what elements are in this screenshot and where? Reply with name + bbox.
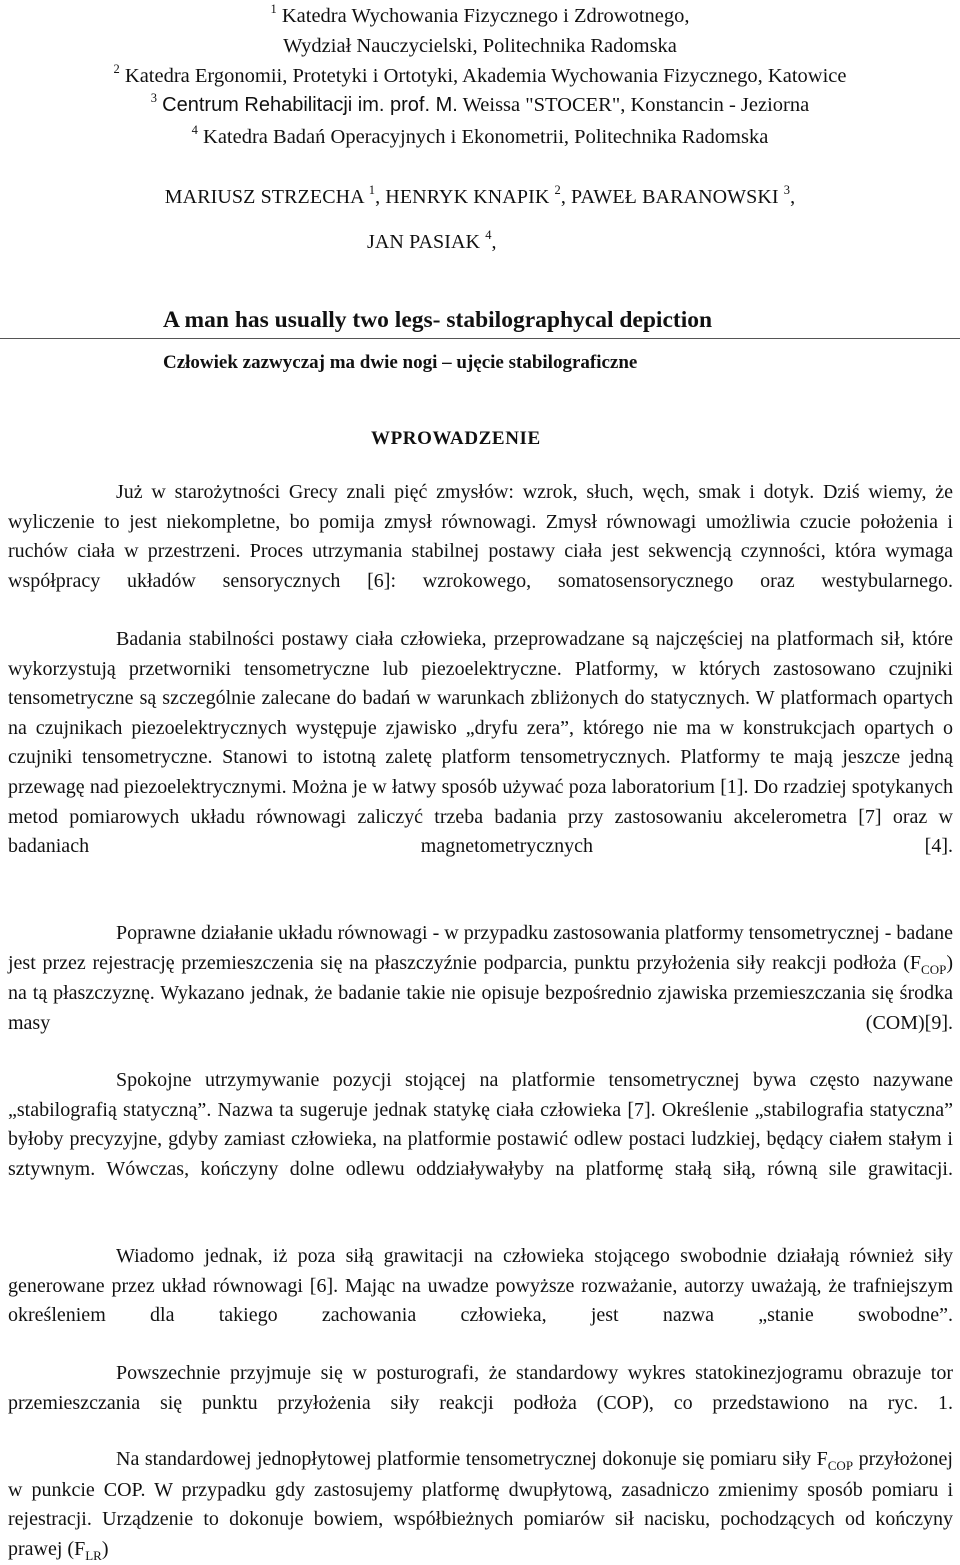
affiliation-3-sup: 3 (150, 91, 158, 105)
author-3-end: , (790, 186, 796, 208)
affiliation-4 (0, 125, 960, 151)
author-4: JAN PASIAK (367, 231, 481, 253)
paragraph-5 (8, 1242, 953, 1331)
affiliation-1-cont (0, 34, 960, 58)
section-heading: WPROWADZENIE (371, 428, 541, 449)
affiliation-3 (0, 93, 960, 119)
paragraph-1-text: Już w starożytności Grecy znali pięć zmysłów: wzrok, słuch, węch, smak i dotyk. Dziś wiemy, że wyliczenie to jest niekompletne, bo pomija zmysł równowagi. Zmysł równowagi umożliwia czucie położenia i ruchów ciała w przestrzeni. Proces utrzymania stabilnej postawy ciała jest sekwencją czynności, która wymaga współpracy układów sensorycznych [6]: wzrokowego, somatosensorycznego oraz westybularnego. (8, 481, 953, 592)
affiliation-2-sup: 2 (113, 62, 120, 76)
affiliation-1-sup: 1 (270, 2, 277, 16)
author-3: , PAWEŁ BARANOWSKI (560, 186, 779, 208)
paragraph-5-text: Wiadomo jednak, iż poza siłą grawitacji na człowieka stojącego swobodnie działają również siły generowane przez układ równowagi [6]. Mając na uwadze powyższe rozważanie, autorzy uważają, że trafniejszym określeniem dla takiego zachowania człowieka, jest nazwa „stanie swobodne”. (8, 1245, 953, 1327)
affiliation-3-text-sans: Centrum Rehabilitacji im. prof. M. (162, 94, 458, 116)
author-2-sup: 2 (554, 183, 561, 197)
paragraph-3-subscript: COP (921, 961, 947, 977)
paragraph-3-text-a: Poprawne działanie układu równowagi - w przypadku zastosowania platformy tensometrycznej - badane jest przez rejestrację przemieszczenia się na płaszczyźnie podparcia, punktu przyłożenia siły reakcji podłoża (F (8, 922, 953, 974)
affiliation-4-sup: 4 (191, 123, 198, 137)
paragraph-2 (8, 625, 953, 862)
paragraph-4-text: Spokojne utrzymywanie pozycji stojącej na platformie tensometrycznej bywa często nazywane „stabilografią statyczną”. Nazwa ta sugeruje jednak statykę ciała człowieka [7]. Określenie „stabilografia statyczna” byłoby precyzyjne, gdyby zamiast człowieka, na platformie postawić odlew postaci ludzkiej, będący ciałem stałym i sztywnym. Wówczas, kończyny dolne odlewu oddziaływałyby na platformę stałą siłą, równą sile grawitacji. (8, 1069, 953, 1180)
title-underline (0, 338, 960, 339)
author-2: , HENRYK KNAPIK (375, 186, 550, 208)
author-4-sup: 4 (485, 228, 492, 242)
authors-line-1 (0, 185, 960, 211)
paragraph-3-text-b: ) na tą płaszczyznę. Wykazano jednak, że badanie takie nie opisuje bezpośrednio zjawiska przemieszczania się środka masy (COM)[9]. (8, 951, 953, 1034)
title-english: A man has usually two legs- stabilographycal depiction (163, 307, 713, 333)
paragraph-6-text: Powszechnie przyjmuje się w posturografi, że standardowy wykres statokinezjogramu obrazuje tor przemieszczania się punktu przyłożenia siły reakcji podłoża (COP), co przedstawiono na ryc. 1. (8, 1362, 953, 1414)
author-1: MARIUSZ STRZECHA (164, 186, 364, 208)
affiliation-3-text: Weissa "STOCER", Konstancin - Jeziorna (457, 94, 810, 116)
paragraph-7-subscript: COP (827, 1458, 854, 1473)
paragraph-3 (8, 919, 953, 1038)
paragraph-2-text: Badania stabilności postawy ciała człowieka, przeprowadzane są najczęściej na platformach sił, które wykorzystują przetworniki tensometryczne lub piezoelektryczne. Platformy, w których zastosowano czujniki tensometryczne są szczególnie zalecane do badań w warunkach zbliżonych do statycznych. W platformach opartych na czujnikach piezoelektrycznych występuje zjawisko „dryfu zera”, którego nie ma w konstrukcjach opartych o czujniki tensometryczne. Stanowi to istotną zaletę platform tensometrycznych. Platformy te mają jeszcze jedną przewagę nad piezoelektrycznymi. Można je w łatwy sposób używać poza laboratorium [1]. Do rzadziej spotykanych metod pomiarowych układu równowagi zaliczyć trzeba badania przy zastosowaniu akcelerometra [7] oraz w badaniach magnetometrycznych [4]. (8, 628, 953, 858)
paragraph-7-text-b: przyłożonej w punkcie COP. W przypadku gdy zastosujemy platformę dwupłytową, zasadniczo zmienimy sposób pomiaru i rejestracji. Urządzenie to dokonuje bowiem, współbieżnych pomiarów sił nacisku, pochodzących od kończyny prawej (F (8, 1448, 953, 1560)
affiliation-4-text: Katedra Badań Operacyjnych i Ekonometrii, Politechnika Radomska (203, 126, 769, 148)
author-1-sup: 1 (368, 183, 376, 197)
paragraph-6 (8, 1359, 953, 1418)
affiliation-2 (0, 64, 960, 90)
author-4-end: , (491, 231, 497, 253)
affiliation-1b-text: Wydział Nauczycielski, Politechnika Radomska (283, 35, 677, 57)
author-3-sup: 3 (783, 183, 791, 197)
affiliation-2-text: Katedra Ergonomii, Protetyki i Ortotyki, Akademia Wychowania Fizycznego, Katowice (124, 65, 847, 87)
paragraph-4 (8, 1066, 953, 1184)
paragraph-7-text-c: ) (101, 1537, 109, 1560)
authors-line-2 (367, 230, 497, 256)
paragraph-1 (8, 478, 953, 596)
affiliation-1-text: Katedra Wychowania Fizycznego i Zdrowotnego, (281, 5, 690, 27)
paragraph-7 (8, 1445, 953, 1565)
affiliation-1 (0, 4, 960, 30)
paragraph-7-subscript-2: LR (85, 1547, 102, 1563)
title-polish: Człowiek zazwyczaj ma dwie nogi – ujęcie stabilograficzne (163, 352, 638, 373)
paragraph-7-text-a: Na standardowej jednopłytowej platformie tensometrycznej dokonuje się pomiaru siły F (116, 1448, 828, 1470)
